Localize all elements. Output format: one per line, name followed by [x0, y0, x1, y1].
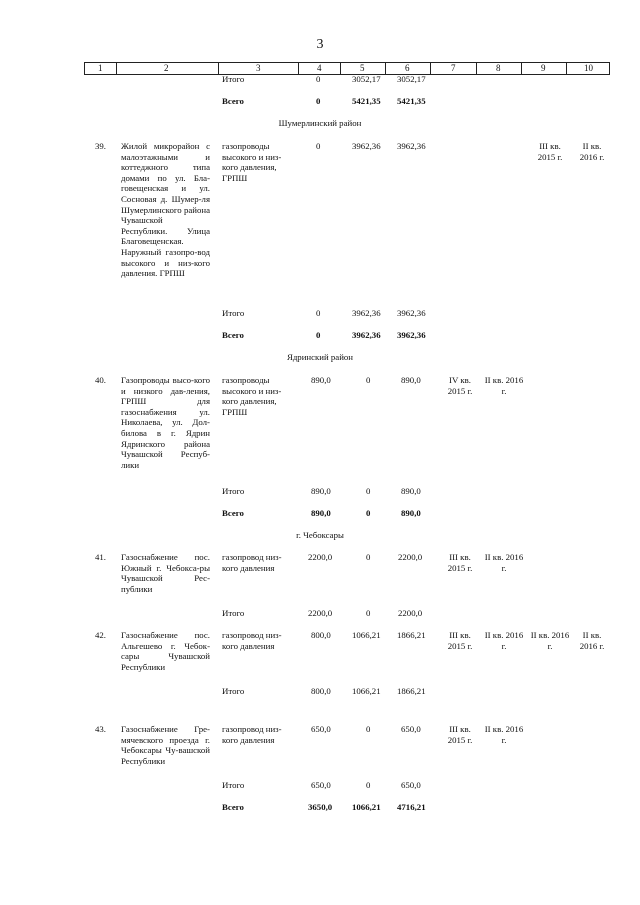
cell-c6: 4716,21: [397, 802, 426, 812]
cell-c8: II кв. 2016 г.: [484, 375, 524, 396]
cell-c7: IV кв. 2015 г.: [447, 375, 473, 396]
cell-c8: II кв. 2016 г.: [484, 724, 524, 745]
table-header-row: [84, 62, 610, 75]
cell-c5: 1066,21: [352, 630, 381, 640]
cell-c5: 3962,36: [352, 141, 381, 151]
cell-c9: III кв. 2015 г.: [537, 141, 563, 162]
cell-c4: 890,0: [311, 486, 331, 496]
entry-number: 42.: [95, 630, 106, 640]
entry-name: Газопроводы высо-кого и низкого дав-ления, ГРПШ для газоснабжения ул. Николаева, ул. Дол-билова в г. Ядрин Ядринского района Чувашской Респуб-лики: [121, 375, 210, 470]
cell-c6: 2200,0: [398, 608, 423, 618]
cell-c4: 800,0: [311, 686, 331, 696]
cell-c4: 800,0: [311, 630, 331, 640]
column-divider: [566, 63, 567, 74]
cell-c5: 0: [366, 486, 371, 496]
column-number-9: 9: [541, 63, 546, 73]
cell-c6: 890,0: [401, 375, 421, 385]
entry-number: 41.: [95, 552, 106, 562]
vsego-label: Всего: [222, 330, 244, 340]
section-heading-cheboksary: г. Чебоксары: [296, 530, 344, 540]
cell-c9: II кв. 2016 г.: [530, 630, 570, 651]
cell-c4: 0: [316, 74, 321, 84]
entry-number: 43.: [95, 724, 106, 734]
cell-c10: II кв. 2016 г.: [579, 141, 605, 162]
cell-c5: 0: [366, 508, 371, 518]
cell-c5: 1066,21: [352, 686, 381, 696]
column-number-4: 4: [317, 63, 322, 73]
entry-name: Жилой микрорайон с малоэтажными и коттеджного типа домами по ул. Бла-говещенская и ул. Сосновая д. Шумер-ля Шумерлинского района Чувашской Республики. Улица Благовещенская. Наружный газопро-вод высокого и низ-кого давления. ГРПШ: [121, 141, 210, 279]
itogo-label: Итого: [222, 74, 245, 84]
column-number-8: 8: [496, 63, 501, 73]
section-heading-yadrinsky: Ядринский район: [286, 352, 354, 362]
entry-number: 40.: [95, 375, 106, 385]
cell-c6: 3962,36: [397, 141, 426, 151]
itogo-label: Итого: [222, 308, 245, 318]
cell-c8: II кв. 2016 г.: [484, 630, 524, 651]
cell-c6: 3962,36: [397, 330, 426, 340]
cell-c6: 890,0: [401, 508, 421, 518]
vsego-label: Всего: [222, 508, 244, 518]
cell-c6: 890,0: [401, 486, 421, 496]
vsego-label: Всего: [222, 96, 244, 106]
itogo-label: Итого: [222, 780, 245, 790]
column-number-6: 6: [405, 63, 410, 73]
column-divider: [298, 63, 299, 74]
cell-c6: 1866,21: [397, 630, 426, 640]
entry-type: газопровод низ-кого давления: [222, 724, 282, 745]
column-divider: [609, 63, 610, 74]
column-number-1: 1: [98, 63, 103, 73]
entry-type: газопровод низ-кого давления: [222, 630, 282, 651]
itogo-label: Итого: [222, 486, 245, 496]
column-number-3: 3: [256, 63, 261, 73]
cell-c5: 3052,17: [352, 74, 381, 84]
column-number-7: 7: [451, 63, 456, 73]
column-number-2: 2: [164, 63, 169, 73]
column-divider: [218, 63, 219, 74]
entry-name: Газоснабжение Гре-мячевского проезда г. Чебоксары Чу-вашской Республики: [121, 724, 210, 766]
entry-type: газопровод низ-кого давления: [222, 552, 282, 573]
column-divider: [521, 63, 522, 74]
cell-c6: 650,0: [401, 780, 421, 790]
cell-c6: 3962,36: [397, 308, 426, 318]
entry-number: 39.: [95, 141, 106, 151]
cell-c5: 0: [366, 608, 371, 618]
cell-c7: III кв. 2015 г.: [447, 724, 473, 745]
cell-c5: 0: [366, 780, 371, 790]
cell-c6: 3052,17: [397, 74, 426, 84]
cell-c4: 650,0: [311, 724, 331, 734]
cell-c6: 650,0: [401, 724, 421, 734]
cell-c5: 0: [366, 375, 371, 385]
column-divider: [84, 63, 85, 74]
cell-c5: 5421,35: [352, 96, 381, 106]
cell-c6: 2200,0: [398, 552, 423, 562]
cell-c5: 1066,21: [352, 802, 381, 812]
cell-c6: 5421,35: [397, 96, 426, 106]
entry-name: Газоснабжение пос. Южный г. Чебокса-ры Чувашской Рес-публики: [121, 552, 210, 594]
vsego-label: Всего: [222, 802, 244, 812]
cell-c4: 0: [316, 96, 321, 106]
cell-c7: III кв. 2015 г.: [447, 630, 473, 651]
column-number-5: 5: [360, 63, 365, 73]
column-divider: [476, 63, 477, 74]
itogo-label: Итого: [222, 686, 245, 696]
cell-c5: 0: [366, 724, 371, 734]
column-divider: [340, 63, 341, 74]
cell-c8: II кв. 2016 г.: [484, 552, 524, 573]
page-number: 3: [316, 37, 324, 52]
cell-c4: 3650,0: [308, 802, 333, 812]
entry-type: газопроводы высокого и низ-кого давления, ГРПШ: [222, 375, 282, 417]
cell-c4: 2200,0: [308, 608, 333, 618]
itogo-label: Итого: [222, 608, 245, 618]
cell-c4: 890,0: [311, 508, 331, 518]
cell-c4: 2200,0: [308, 552, 333, 562]
cell-c5: 0: [366, 552, 371, 562]
column-number-10: 10: [584, 63, 593, 73]
cell-c6: 1866,21: [397, 686, 426, 696]
cell-c5: 3962,36: [352, 330, 381, 340]
column-divider: [116, 63, 117, 74]
column-divider: [385, 63, 386, 74]
cell-c4: 0: [316, 308, 321, 318]
cell-c5: 3962,36: [352, 308, 381, 318]
cell-c4: 0: [316, 141, 321, 151]
cell-c4: 650,0: [311, 780, 331, 790]
cell-c7: III кв. 2015 г.: [447, 552, 473, 573]
entry-type: газопроводы высокого и низ-кого давления, ГРПШ: [222, 141, 282, 183]
section-heading-shumerlinsky: Шумерлинский район: [278, 118, 362, 128]
cell-c4: 890,0: [311, 375, 331, 385]
column-divider: [430, 63, 431, 74]
cell-c10: II кв. 2016 г.: [579, 630, 605, 651]
cell-c4: 0: [316, 330, 321, 340]
entry-name: Газоснабжение пос. Альгешево г. Чебок-сары Чувашской Республики: [121, 630, 210, 672]
